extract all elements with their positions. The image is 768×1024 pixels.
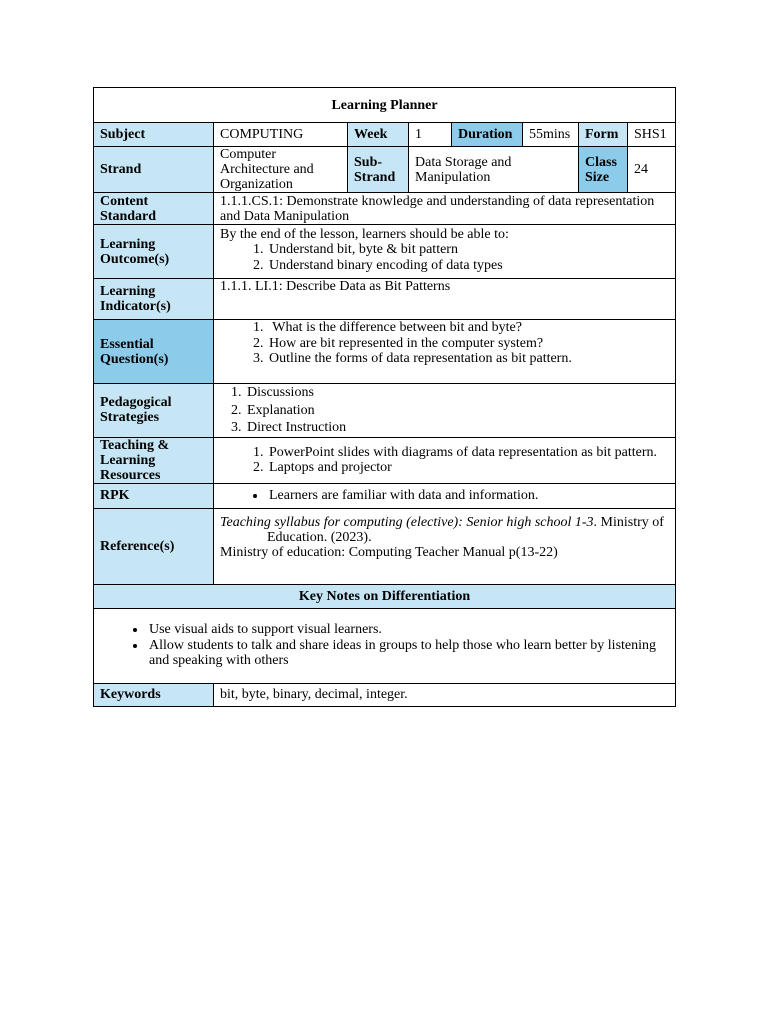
reference-2: Ministry of education: Computing Teacher Manual p(13-22) <box>220 544 558 560</box>
list-item: • Learners are familiar with data and information. <box>267 488 669 504</box>
resources-row <box>94 437 676 483</box>
learning-indicators-value: 1.1.1. LI.1: Describe Data as Bit Patterns <box>214 279 676 320</box>
list-item: • Allow students to talk and share ideas in groups to help those who learn better by listening and speaking with others <box>147 638 669 669</box>
list-item: 2. Laptops and projector <box>267 460 669 476</box>
differentiation-notes-row <box>94 608 676 683</box>
learning-outcomes-intro: By the end of the lesson, learners should be able to: <box>220 227 509 242</box>
list-item: • Use visual aids to support visual learners. <box>147 622 669 638</box>
differentiation-notes-cell <box>94 608 676 683</box>
subject-value: COMPUTING <box>214 123 348 147</box>
strand-value: Computer Architecture and Organization <box>214 147 348 193</box>
subject-label: Subject <box>94 123 214 147</box>
learning-outcomes-list <box>220 242 669 273</box>
rpk-cell <box>214 483 676 508</box>
sub-strand-label: Sub-Strand <box>348 147 409 193</box>
references-row <box>94 508 676 584</box>
content-standard-label: Content Standard <box>94 193 214 225</box>
resources-label: Teaching & Learning Resources <box>94 437 214 483</box>
list-item: 1. Understand bit, byte & bit pattern <box>267 242 669 258</box>
learning-indicators-row <box>94 279 676 320</box>
resources-list <box>220 445 669 476</box>
duration-label: Duration <box>452 123 523 147</box>
rpk-list <box>220 488 669 504</box>
differentiation-heading: Key Notes on Differentiation <box>94 584 676 608</box>
rpk-row <box>94 483 676 508</box>
list-item: 1. Discussions <box>245 384 669 402</box>
list-item: 3. Outline the forms of data representation as bit pattern. <box>267 351 669 367</box>
strand-label: Strand <box>94 147 214 193</box>
keywords-row <box>94 683 676 706</box>
form-label: Form <box>579 123 628 147</box>
content-standard-value: 1.1.1.CS.1: Demonstrate knowledge and understanding of data representation and Data Manipulation <box>214 193 676 225</box>
sub-strand-value: Data Storage and Manipulation <box>409 147 579 193</box>
subject-row <box>94 123 676 147</box>
list-item: 1. What is the difference between bit and byte? <box>267 320 669 336</box>
references-cell <box>214 508 676 584</box>
essential-questions-row <box>94 320 676 384</box>
week-value: 1 <box>409 123 452 147</box>
content-standard-row <box>94 193 676 225</box>
class-size-label: Class Size <box>579 147 628 193</box>
references-label: Reference(s) <box>94 508 214 584</box>
essential-questions-label: Essential Question(s) <box>94 320 214 384</box>
class-size-value: 24 <box>628 147 676 193</box>
differentiation-list <box>100 622 669 669</box>
strand-row <box>94 147 676 193</box>
resources-cell <box>214 437 676 483</box>
pedagogical-strategies-row <box>94 384 676 438</box>
rpk-label: RPK <box>94 483 214 508</box>
differentiation-heading-row <box>94 584 676 608</box>
learning-indicators-label: Learning Indicator(s) <box>94 279 214 320</box>
duration-value: 55mins <box>523 123 579 147</box>
keywords-label: Keywords <box>94 683 214 706</box>
reference-1 <box>220 515 669 545</box>
week-label: Week <box>348 123 409 147</box>
pedagogical-strategies-list <box>220 384 669 437</box>
title-row <box>94 88 676 123</box>
list-item: 1. PowerPoint slides with diagrams of data representation as bit pattern. <box>267 445 669 461</box>
keywords-value: bit, byte, binary, decimal, integer. <box>214 683 676 706</box>
list-item: 2. Understand binary encoding of data types <box>267 258 669 274</box>
planner-title: Learning Planner <box>94 88 676 123</box>
essential-questions-cell <box>214 320 676 384</box>
learning-outcomes-row <box>94 225 676 279</box>
pedagogical-strategies-cell <box>214 384 676 438</box>
list-item: 3. Direct Instruction <box>245 419 669 437</box>
reference-1-title: Teaching syllabus for computing (elective): Senior high school 1-3 <box>220 514 594 530</box>
reference-1-rest: . Ministry of Education. (2023). <box>267 514 664 545</box>
learning-planner-table <box>93 87 676 707</box>
essential-questions-list <box>220 320 669 367</box>
learning-outcomes-label: Learning Outcome(s) <box>94 225 214 279</box>
pedagogical-strategies-label: Pedagogical Strategies <box>94 384 214 438</box>
list-item: 2. How are bit represented in the computer system? <box>267 336 669 352</box>
learning-outcomes-cell <box>214 225 676 279</box>
list-item: 2. Explanation <box>245 402 669 420</box>
form-value: SHS1 <box>628 123 676 147</box>
